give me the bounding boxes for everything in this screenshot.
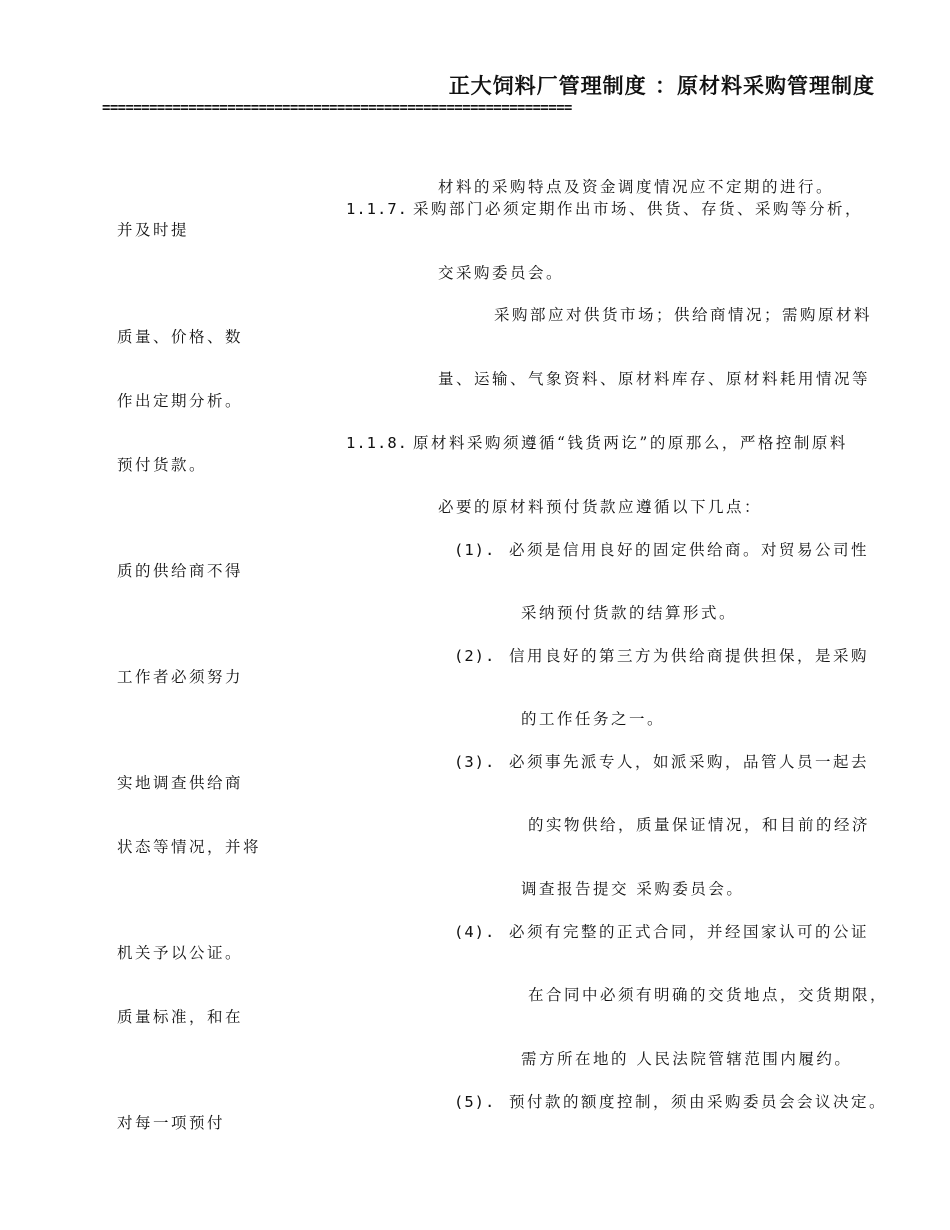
margin-line: 质量标准，和在 — [117, 1008, 244, 1026]
section-number: 1.1.7. — [346, 200, 408, 218]
body-line: 必须有完整的正式合同，并经国家认可的公证 — [509, 923, 870, 941]
item-number: (5). — [454, 1093, 496, 1111]
body-line: 交采购委员会。 — [438, 264, 565, 282]
margin-line: 作出定期分析。 — [117, 392, 244, 410]
item-number: (1). — [454, 541, 496, 559]
body-line: 预付款的额度控制，须由采购委员会会议决定。 — [509, 1093, 888, 1111]
page-header-title: 正大饲料厂管理制度 ：原材料采购管理制度 — [448, 74, 875, 98]
margin-line: 状态等情况，并将 — [117, 838, 262, 856]
body-line: 的实物供给，质量保证情况，和目前的经济 — [528, 816, 871, 834]
body-line: 采购部门必须定期作出市场、供货、存货、采购等分析， — [413, 200, 864, 218]
margin-line: 质量、价格、数 — [117, 328, 244, 346]
body-line: 必须事先派专人，如派采购，品管人员一起去 — [509, 753, 870, 771]
header-divider: ============================================================ — [102, 100, 572, 116]
margin-line: 预付货款。 — [117, 456, 208, 474]
item-number: (2). — [454, 647, 496, 665]
body-line: 量、运输、气象资料、原材料库存、原材料耗用情况等 — [438, 370, 871, 388]
section-number: 1.1.8. — [346, 434, 408, 452]
body-line: 需方所在地的 人民法院管辖范围内履约。 — [521, 1050, 853, 1068]
margin-line: 机关予以公证。 — [117, 944, 244, 962]
body-line: 在合同中必须有明确的交货地点，交货期限， — [528, 986, 889, 1004]
margin-line: 实地调查供给商 — [117, 774, 244, 792]
body-line: 信用良好的第三方为供给商提供担保，是采购 — [509, 647, 870, 665]
body-line: 必须是信用良好的固定供给商。对贸易公司性 — [509, 541, 870, 559]
margin-line: 对每一项预付 — [117, 1114, 226, 1132]
margin-line: 并及时提 — [117, 221, 190, 239]
body-line: 采纳预付货款的结算形式。 — [521, 604, 738, 622]
body-line: 的工作任务之一。 — [521, 710, 666, 728]
body-line: 必要的原材料预付货款应遵循以下几点： — [438, 498, 763, 516]
body-line: 调查报告提交 采购委员会。 — [521, 880, 745, 898]
item-number: (4). — [454, 923, 496, 941]
body-line: 采购部应对供货市场；供给商情况；需购原材料 — [494, 306, 873, 324]
body-line: 材料的采购特点及资金调度情况应不定期的进行。 — [438, 178, 835, 196]
item-number: (3). — [454, 753, 496, 771]
margin-line: 质的供给商不得 — [117, 562, 244, 580]
margin-line: 工作者必须努力 — [117, 668, 244, 686]
body-line: 原材料采购须遵循“钱货两讫”的原那么，严格控制原料 — [413, 434, 848, 452]
